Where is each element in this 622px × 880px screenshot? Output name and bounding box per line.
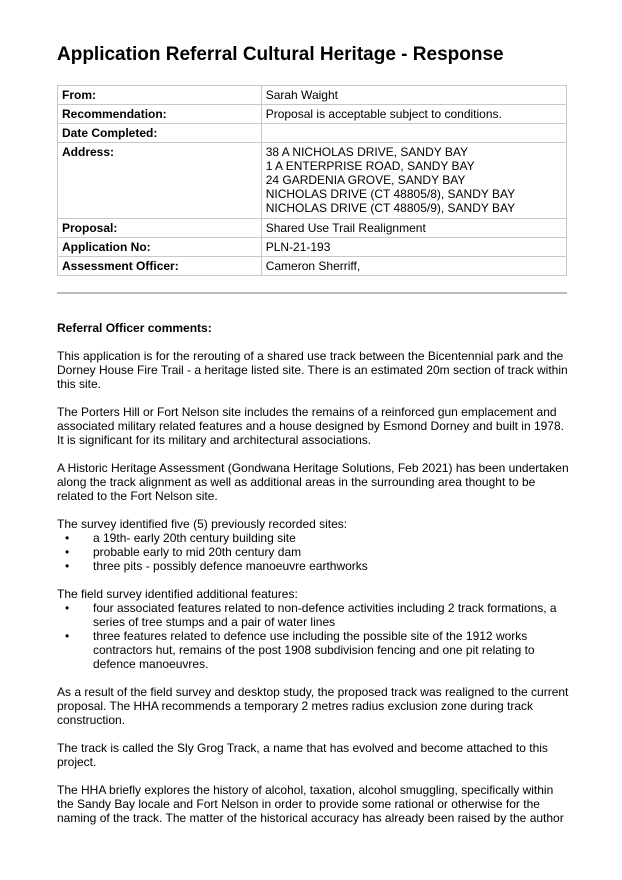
previous-sites-list — [57, 531, 573, 573]
list-item — [57, 531, 573, 545]
proposal-value: Shared Use Trail Realignment — [261, 219, 566, 238]
from-value: Sarah Waight — [261, 86, 566, 105]
address-label: Address: — [58, 143, 262, 219]
table-row — [58, 124, 567, 143]
table-row — [58, 257, 567, 276]
page-title: Application Referral Cultural Heritage - Response — [57, 44, 504, 65]
date-completed-value — [261, 124, 566, 143]
paragraph: A Historic Heritage Assessment (Gondwana Heritage Solutions, Feb 2021) has been undertaken along the track alignment as well as additional areas in the surrounding area thought to be related to the Fort Nelson site. — [57, 461, 569, 503]
bullet-icon: • — [65, 629, 70, 643]
address-value — [261, 143, 566, 219]
paragraph: This application is for the rerouting of a shared use track between the Bicentennial park and the Dorney House Fire Trail - a heritage listed site. There is an estimated 20m section of track within this site. — [57, 349, 568, 391]
date-completed-label: Date Completed: — [58, 124, 262, 143]
table-row — [58, 143, 567, 219]
address-line: NICHOLAS DRIVE (CT 48805/9), SANDY BAY — [265, 201, 516, 215]
proposal-label: Proposal: — [58, 219, 262, 238]
paragraph: The HHA briefly explores the history of alcohol, taxation, alcohol smuggling, specifically within the Sandy Bay locale and Fort Nelson in order to provide some rational or otherwise for the naming of the track. The matter of the historical accuracy has already been raised by the author — [57, 783, 564, 825]
from-label: From: — [58, 86, 262, 105]
bullet-icon: • — [65, 545, 70, 559]
list-item-text: three features related to defence use including the possible site of the 1912 works contractors hut, remains of the post 1908 subdivision fencing and one pit relating to defence manoeuvres. — [93, 629, 535, 671]
bullet-icon: • — [65, 559, 70, 573]
referral-details-table — [57, 85, 567, 276]
bullet-icon: • — [65, 601, 70, 615]
additional-features-list — [57, 601, 573, 671]
list-item — [57, 629, 573, 671]
comments-heading: Referral Officer comments: — [57, 321, 212, 335]
list-item — [57, 545, 573, 559]
assessment-officer-label: Assessment Officer: — [58, 257, 262, 276]
section-divider — [57, 292, 567, 294]
recommendation-label: Recommendation: — [58, 105, 262, 124]
table-row — [58, 86, 567, 105]
paragraph: The survey identified five (5) previously recorded sites: — [57, 517, 348, 531]
bullet-icon: • — [65, 531, 70, 545]
list-item-text: three pits - possibly defence manoeuvre earthworks — [93, 559, 368, 573]
list-item — [57, 601, 573, 629]
recommendation-value: Proposal is acceptable subject to conditions. — [261, 105, 566, 124]
address-line: 1 A ENTERPRISE ROAD, SANDY BAY — [265, 159, 475, 173]
paragraph: The field survey identified additional features: — [57, 587, 298, 601]
list-item — [57, 559, 573, 573]
address-line: 38 A NICHOLAS DRIVE, SANDY BAY — [265, 145, 469, 159]
paragraph: The track is called the Sly Grog Track, a name that has evolved and become attached to this project. — [57, 741, 548, 769]
assessment-officer-value: Cameron Sherriff, — [261, 257, 566, 276]
table-row — [58, 219, 567, 238]
table-row — [58, 238, 567, 257]
paragraph: As a result of the field survey and desktop study, the proposed track was realigned to the current proposal. The HHA recommends a temporary 2 metres radius exclusion zone during track construction. — [57, 685, 569, 727]
table-row — [58, 105, 567, 124]
list-item-text: probable early to mid 20th century dam — [93, 545, 302, 559]
paragraph: The Porters Hill or Fort Nelson site includes the remains of a reinforced gun emplacement and associated military related features and a house designed by Esmond Dorney and built in 1978. It is significant for its military and architectural associations. — [57, 405, 564, 447]
comments-section — [57, 321, 573, 839]
address-line: NICHOLAS DRIVE (CT 48805/8), SANDY BAY — [265, 187, 516, 201]
list-item-text: a 19th- early 20th century building site — [93, 531, 296, 545]
application-no-label: Application No: — [58, 238, 262, 257]
list-item-text: four associated features related to non-defence activities including 2 track formations, a series of tree stumps and a pair of water lines — [93, 601, 557, 629]
application-no-value: PLN-21-193 — [261, 238, 566, 257]
address-line: 24 GARDENIA GROVE, SANDY BAY — [265, 173, 466, 187]
